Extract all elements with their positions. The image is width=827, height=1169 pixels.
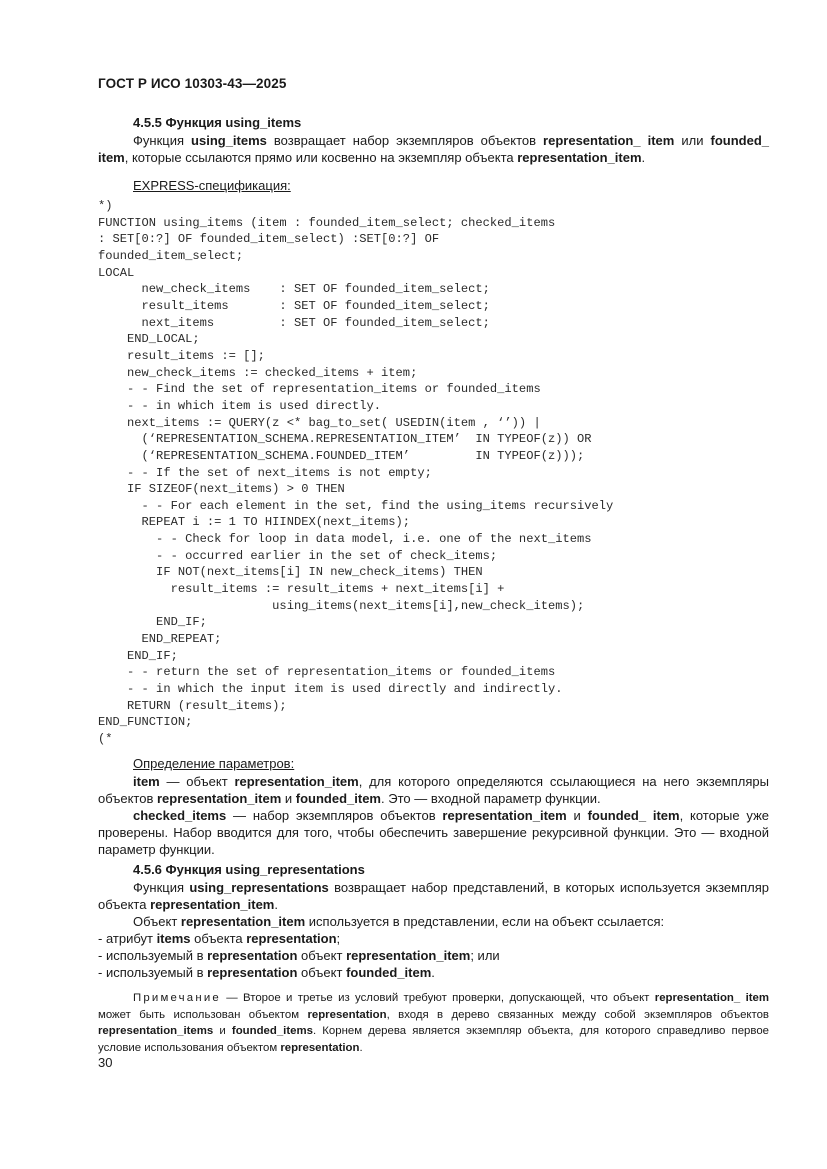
term: representation: [207, 965, 298, 980]
term: representation_item: [517, 150, 642, 165]
text: ;: [336, 931, 341, 946]
text: объект: [297, 965, 347, 980]
code-line: REPEAT i := 1 TO HIINDEX(next_items);: [98, 515, 411, 530]
term: representation_item: [157, 791, 282, 806]
code-line: founded_item_select;: [98, 248, 244, 263]
intro-paragraph: [98, 879, 769, 913]
code-line: IF SIZEOF(next_items) > 0 THEN: [98, 482, 345, 497]
term: founded_ item: [587, 808, 680, 823]
note-paragraph: [98, 990, 769, 1056]
code-line: next_items := QUERY(z <* bag_to_set( USEDIN(item , ‘’)) |: [98, 415, 541, 430]
intro-paragraph: [98, 132, 769, 166]
text: и: [281, 791, 296, 806]
code-line: - - in which item is used directly.: [98, 398, 382, 413]
term: items: [156, 931, 191, 946]
code-line: (*: [98, 732, 113, 746]
section-heading-4-5-5: 4.5.5 Функция using_items: [133, 115, 302, 130]
term: representation_ item: [543, 133, 675, 148]
code-line: END_LOCAL;: [98, 332, 200, 347]
text: — набор экземпляров объектов: [226, 808, 443, 823]
text: и: [566, 808, 588, 823]
text: возвращает набор экземпляров объектов: [266, 133, 544, 148]
code-line: LOCAL: [98, 265, 135, 280]
express-spec-label: EXPRESS-спецификация:: [133, 178, 291, 193]
text: - используемый в: [98, 948, 208, 963]
text: Объект: [133, 914, 181, 929]
text: и: [213, 1025, 232, 1037]
term: representation: [307, 1008, 387, 1021]
code-line: - - Check for loop in data model, i.e. one of the next_items: [98, 532, 592, 547]
term: founded_item: [295, 791, 381, 806]
code-line: *): [98, 199, 113, 213]
text: используется в представлении, если на объект ссылается:: [305, 914, 665, 929]
term: founded_ item: [98, 133, 770, 165]
param-item-definition: [98, 773, 769, 807]
text: , которые ссылаются прямо или косвенно на экземпляр объекта: [124, 150, 518, 165]
text: может быть использован объектом: [98, 1008, 308, 1021]
page-number: 30: [98, 1055, 113, 1070]
text: Функция: [133, 880, 190, 895]
code-line: - - For each element in the set, find the using_items recursively: [98, 498, 614, 513]
code-line: FUNCTION using_items (item : founded_item_select; checked_items: [98, 215, 556, 230]
code-line: using_items(next_items[i],new_check_items);: [98, 598, 585, 613]
code-line: : SET[0:?] OF founded_item_select) :SET[0:?] OF: [98, 232, 440, 247]
code-line: result_items := [];: [98, 348, 265, 363]
term: founded_item: [346, 965, 432, 980]
term: representation_ item: [654, 992, 769, 1004]
text: или: [674, 133, 711, 148]
term: representation_item: [346, 948, 471, 963]
list-item: [98, 964, 769, 981]
text: .: [274, 897, 278, 912]
params-label: Определение параметров:: [133, 756, 295, 771]
code-line: END_REPEAT;: [98, 632, 222, 647]
section-4-5-6-body: [98, 879, 769, 981]
section-4-5-5-intro: [98, 132, 769, 166]
code-line: RETURN (result_items);: [98, 698, 287, 713]
text: - используемый в: [98, 965, 208, 980]
code-line: - - occurred earlier in the set of check_items;: [98, 548, 498, 563]
text: — Второе и третье из условий требуют проверки, допускающей, что объект: [220, 992, 655, 1004]
term: using_items: [191, 133, 267, 148]
code-line: END_IF;: [98, 648, 178, 663]
text: .: [431, 965, 435, 980]
text: .: [641, 150, 646, 165]
code-line: - - If the set of next_items is not empty;: [98, 465, 432, 480]
term: representation_item: [234, 774, 359, 789]
section-heading-4-5-6: 4.5.6 Функция using_representations: [133, 862, 365, 877]
text: Функция: [133, 133, 192, 148]
code-line: END_FUNCTION;: [98, 715, 193, 730]
code-line: result_items : SET OF founded_item_select;: [98, 298, 490, 313]
term: representation: [246, 931, 337, 946]
term: representation: [280, 1041, 360, 1054]
list-item: [98, 930, 769, 947]
param-definitions: [98, 773, 769, 858]
code-line: END_IF;: [98, 615, 207, 630]
text: возвращает набор представлений, в которых используется экземпляр объекта: [98, 880, 769, 912]
code-line: - - Find the set of representation_items or founded_items: [98, 382, 541, 397]
term: checked_items: [133, 808, 227, 823]
list-item: [98, 947, 769, 964]
code-line: new_check_items : SET OF founded_item_select;: [98, 282, 490, 297]
term: representation_item: [180, 914, 306, 929]
term: representation_items: [98, 1025, 214, 1037]
text: , входя в дерево связанных между собой экземпляров объектов: [386, 1008, 769, 1021]
text: объекта: [190, 931, 247, 946]
text: ; или: [470, 948, 500, 963]
text: . Это — входной параметр функции.: [381, 791, 601, 806]
code-line: result_items := result_items + next_items[i] +: [98, 582, 505, 597]
usage-paragraph: [98, 913, 769, 930]
code-line: (‘REPRESENTATION_SCHEMA.REPRESENTATION_ITEM’ IN TYPEOF(z)) OR: [98, 432, 592, 447]
text: — объект: [159, 774, 235, 789]
term: item: [133, 774, 160, 789]
term: representation_item: [150, 897, 275, 912]
text: , для которого определяются ссылающиеся на него экземпляры объектов: [98, 774, 769, 806]
text: , которые уже проверены. Набор вводится для того, чтобы обеспечить завершение рекурсивной функции. Это — входной параметр функции.: [98, 808, 769, 857]
code-line: new_check_items := checked_items + item;: [98, 365, 418, 380]
term: representation_item: [442, 808, 567, 823]
document-header: ГОСТ Р ИСО 10303-43—2025: [98, 76, 287, 91]
express-code-block: [98, 198, 798, 748]
param-checked-items-definition: [98, 807, 769, 858]
code-line: - - in which the input item is used directly and indirectly.: [98, 682, 563, 697]
text: .: [359, 1041, 363, 1054]
term: using_representations: [189, 880, 329, 895]
code-line: (‘REPRESENTATION_SCHEMA.FOUNDED_ITEM’ IN TYPEOF(z)));: [98, 448, 585, 463]
text: объект: [297, 948, 347, 963]
code-line: IF NOT(next_items[i] IN new_check_items) THEN: [98, 565, 483, 580]
code-line: next_items : SET OF founded_item_select;: [98, 315, 490, 330]
text: . Корнем дерева является экземпляр объекта, для которого справедливо первое условие использования объектом: [98, 1025, 769, 1054]
text: - атрибут: [98, 931, 157, 946]
code-line: - - return the set of representation_items or founded_items: [98, 665, 556, 680]
term: representation: [207, 948, 298, 963]
note-label: Примечание: [133, 992, 221, 1004]
term: founded_items: [231, 1025, 313, 1037]
